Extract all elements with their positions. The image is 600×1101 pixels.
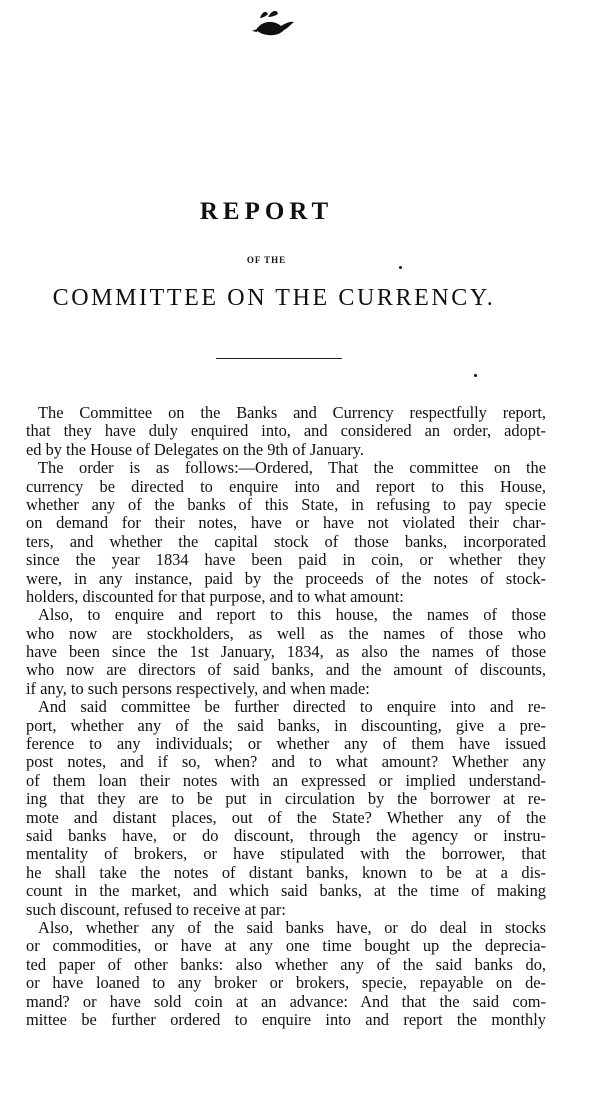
text-line: or commodities, or have at any one time bought up the deprecia- xyxy=(26,936,546,956)
print-speck xyxy=(474,374,477,377)
text-line: ed by the House of Delegates on the 9th of January. xyxy=(26,439,365,459)
document-of-the: OF THE xyxy=(246,255,287,265)
text-line: that they have duly enquired into, and considered an order, adopt- xyxy=(26,421,546,441)
text-line: mand? or have sold coin at an advance: And that the said com- xyxy=(26,991,546,1011)
document-title: REPORT xyxy=(199,198,334,225)
text-line: port, whether any of the said banks, in discounting, give a pre- xyxy=(26,715,546,735)
text-line: The order is as follows:—Ordered, That the committee on the xyxy=(38,458,546,478)
text-line: on demand for their notes, have or have not violated their char- xyxy=(26,513,546,533)
text-line: post notes, and if so, when? and to what amount? Whether any xyxy=(26,752,546,772)
text-line: currency be directed to enquire into and report to this House, xyxy=(26,476,546,496)
text-line: mittee be further ordered to enquire into and report the monthly xyxy=(26,1009,546,1029)
text-line: The Committee on the Banks and Currency respectfully report, xyxy=(38,403,546,422)
text-line: ters, and whether the capital stock of those banks, incorporated xyxy=(26,531,546,551)
text-line: mentality of brokers, or have stipulated with the borrower, that xyxy=(26,844,546,864)
text-line: if any, to such persons respectively, and when made: xyxy=(26,678,370,698)
text-line: such discount, refused to receive at par: xyxy=(26,899,286,919)
document-subtitle: COMMITTEE ON THE CURRENCY. xyxy=(52,285,496,311)
print-speck xyxy=(399,266,402,269)
text-line: since the year 1834 have been paid in coin, or whether they xyxy=(26,550,546,570)
text-line: holders, discounted for that purpose, and to what amount: xyxy=(26,586,404,606)
text-line: who now are directors of said banks, and the amount of discounts, xyxy=(26,660,546,680)
text-line: And said committee be further directed to enquire into and re- xyxy=(38,697,546,717)
text-line: were, in any instance, paid by the proceeds of the notes of stock- xyxy=(26,568,546,588)
body-text xyxy=(26,404,546,1029)
text-line: have been since the 1st January, 1834, as also the names of those xyxy=(26,642,546,662)
text-line: he shall take the notes of distant banks, known to be at a dis- xyxy=(26,862,546,882)
text-line: said banks have, or do discount, through the agency or instru- xyxy=(26,825,546,845)
text-line: or have loaned to any broker or brokers, specie, repayable on de- xyxy=(26,973,546,993)
text-line: ference to any individuals; or whether any of them have issued xyxy=(26,734,546,754)
text-line: who now are stockholders, as well as the names of those who xyxy=(26,623,546,643)
title-divider xyxy=(216,358,342,359)
text-line: whether any of the banks of this State, in refusing to pay specie xyxy=(26,494,546,514)
text-line: Also, whether any of the said banks have, or do deal in stocks xyxy=(38,917,546,937)
text-line: mote and distant places, out of the State? Whether any of the xyxy=(26,807,546,827)
text-line: ing that they are to be put in circulation by the borrower at re- xyxy=(26,789,546,809)
text-line: count in the market, and which said banks, at the time of making xyxy=(26,881,546,901)
text-line: of them loan their notes with an expressed or implied understand- xyxy=(26,770,546,790)
text-line: ted paper of other banks: also whether any of the said banks do, xyxy=(26,954,546,974)
text-line: Also, to enquire and report to this house, the names of those xyxy=(38,605,546,625)
bird-ornament-icon xyxy=(248,6,298,42)
